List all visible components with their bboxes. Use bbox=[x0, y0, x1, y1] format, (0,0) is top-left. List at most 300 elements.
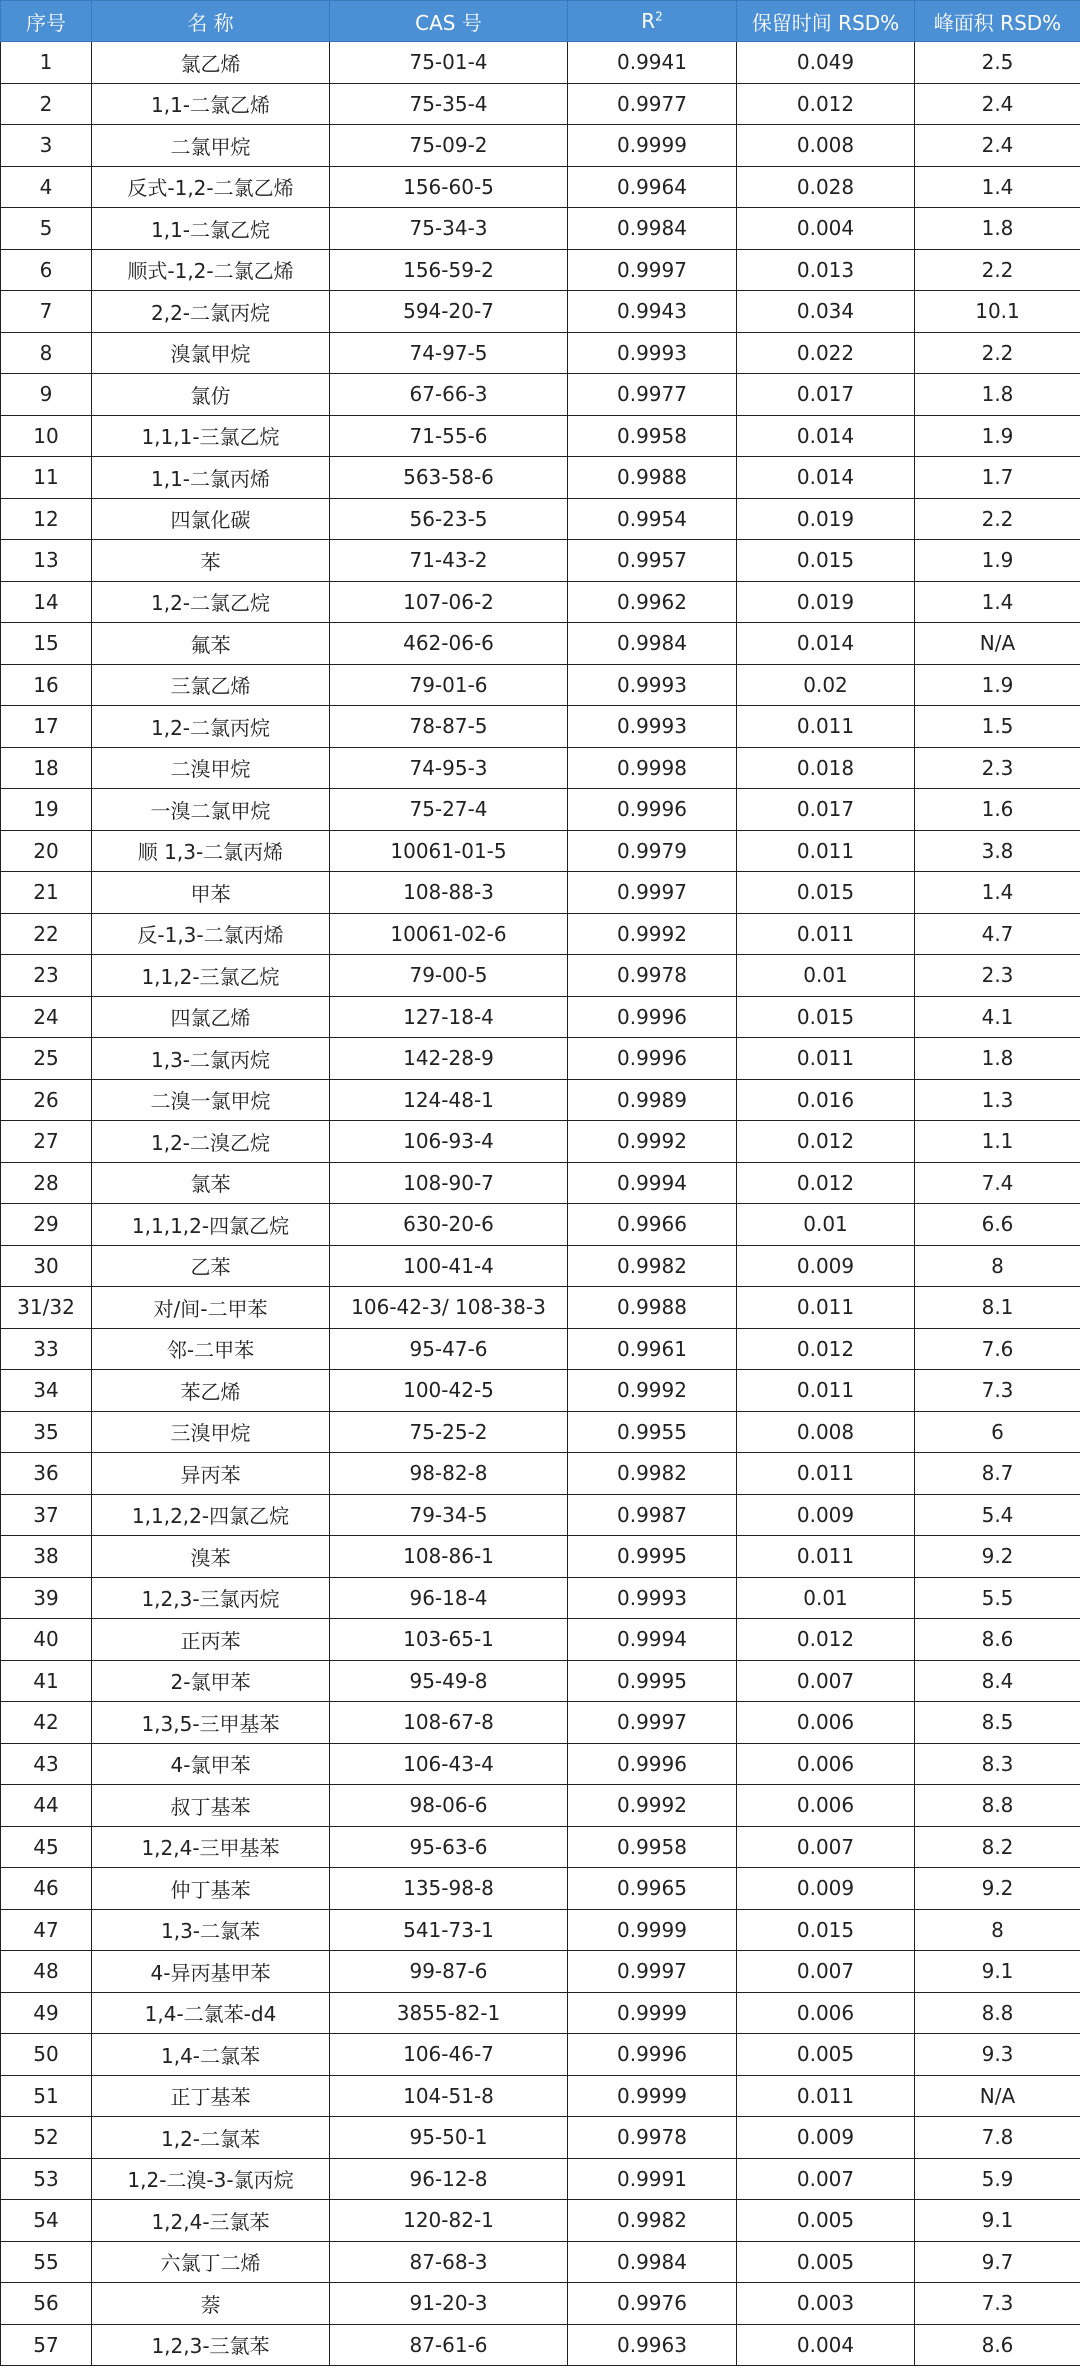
cell-r2: 0.9982 bbox=[568, 2200, 737, 2242]
cell-r2: 0.9999 bbox=[568, 1909, 737, 1951]
table-row bbox=[1, 166, 1080, 208]
table-row bbox=[1, 1204, 1080, 1246]
cell-cas: 100-42-5 bbox=[330, 1370, 568, 1412]
cell-area-rsd: 5.5 bbox=[915, 1577, 1080, 1619]
cell-index: 37 bbox=[1, 1494, 92, 1536]
cell-area-rsd: 7.3 bbox=[915, 1370, 1080, 1412]
cell-cas: 108-90-7 bbox=[330, 1162, 568, 1204]
cell-cas: 106-46-7 bbox=[330, 2034, 568, 2076]
table-row bbox=[1, 415, 1080, 457]
cell-r2: 0.9943 bbox=[568, 291, 737, 333]
cell-area-rsd: 8.6 bbox=[915, 2324, 1080, 2366]
cell-index: 43 bbox=[1, 1743, 92, 1785]
cell-name: 1,1-二氯乙烷 bbox=[92, 208, 330, 250]
cell-cas: 56-23-5 bbox=[330, 498, 568, 540]
cell-cas: 156-60-5 bbox=[330, 166, 568, 208]
cell-area-rsd: 9.2 bbox=[915, 1536, 1080, 1578]
cell-r2: 0.9993 bbox=[568, 1577, 737, 1619]
cell-name: 反式-1,2-二氯乙烯 bbox=[92, 166, 330, 208]
cell-rt-rsd: 0.005 bbox=[737, 2241, 915, 2283]
cell-index: 46 bbox=[1, 1868, 92, 1910]
table-row bbox=[1, 1287, 1080, 1329]
cell-r2: 0.9996 bbox=[568, 789, 737, 831]
cell-index: 18 bbox=[1, 747, 92, 789]
cell-area-rsd: 9.1 bbox=[915, 1951, 1080, 1993]
cell-name: 正丁基苯 bbox=[92, 2075, 330, 2117]
cell-r2: 0.9958 bbox=[568, 415, 737, 457]
cell-cas: 100-41-4 bbox=[330, 1245, 568, 1287]
cell-area-rsd: 8.2 bbox=[915, 1826, 1080, 1868]
cell-name: 二溴甲烷 bbox=[92, 747, 330, 789]
table-row bbox=[1, 913, 1080, 955]
cell-cas: 95-47-6 bbox=[330, 1328, 568, 1370]
cell-rt-rsd: 0.012 bbox=[737, 1619, 915, 1661]
cell-name: 氯仿 bbox=[92, 374, 330, 416]
cell-name: 一溴二氯甲烷 bbox=[92, 789, 330, 831]
cell-rt-rsd: 0.015 bbox=[737, 996, 915, 1038]
cell-index: 54 bbox=[1, 2200, 92, 2242]
cell-rt-rsd: 0.011 bbox=[737, 1453, 915, 1495]
table-row bbox=[1, 457, 1080, 499]
cell-name: 氯乙烯 bbox=[92, 42, 330, 84]
cell-rt-rsd: 0.015 bbox=[737, 540, 915, 582]
header-r2 bbox=[568, 1, 737, 42]
table-row bbox=[1, 1743, 1080, 1785]
table-row bbox=[1, 291, 1080, 333]
cell-rt-rsd: 0.019 bbox=[737, 581, 915, 623]
cell-name: 邻-二甲苯 bbox=[92, 1328, 330, 1370]
cell-name: 1,3,5-三甲基苯 bbox=[92, 1702, 330, 1744]
cell-name: 1,2-二溴-3-氯丙烷 bbox=[92, 2158, 330, 2200]
cell-index: 55 bbox=[1, 2241, 92, 2283]
cell-index: 30 bbox=[1, 1245, 92, 1287]
cell-index: 23 bbox=[1, 955, 92, 997]
cell-name: 反-1,3-二氯丙烯 bbox=[92, 913, 330, 955]
cell-cas: 78-87-5 bbox=[330, 706, 568, 748]
cell-index: 16 bbox=[1, 664, 92, 706]
cell-index: 6 bbox=[1, 249, 92, 291]
header-rt-rsd: 保留时间 RSD% bbox=[737, 1, 915, 42]
cell-area-rsd: 8.1 bbox=[915, 1287, 1080, 1329]
cell-r2: 0.9998 bbox=[568, 747, 737, 789]
cell-name: 二氯甲烷 bbox=[92, 125, 330, 167]
cell-r2: 0.9955 bbox=[568, 1411, 737, 1453]
cell-name: 氟苯 bbox=[92, 623, 330, 665]
cell-rt-rsd: 0.049 bbox=[737, 42, 915, 84]
table-row bbox=[1, 747, 1080, 789]
cell-cas: 95-50-1 bbox=[330, 2117, 568, 2159]
table-row bbox=[1, 1992, 1080, 2034]
cell-rt-rsd: 0.009 bbox=[737, 1494, 915, 1536]
cell-r2: 0.9957 bbox=[568, 540, 737, 582]
cell-name: 4-氯甲苯 bbox=[92, 1743, 330, 1785]
cell-area-rsd: 8.7 bbox=[915, 1453, 1080, 1495]
cell-rt-rsd: 0.012 bbox=[737, 1328, 915, 1370]
table-row bbox=[1, 996, 1080, 1038]
cell-area-rsd: 4.7 bbox=[915, 913, 1080, 955]
cell-rt-rsd: 0.028 bbox=[737, 166, 915, 208]
cell-area-rsd: 3.8 bbox=[915, 830, 1080, 872]
cell-rt-rsd: 0.012 bbox=[737, 1162, 915, 1204]
cell-index: 2 bbox=[1, 83, 92, 125]
cell-r2: 0.9994 bbox=[568, 1162, 737, 1204]
cell-r2: 0.9979 bbox=[568, 830, 737, 872]
table-row bbox=[1, 789, 1080, 831]
cell-rt-rsd: 0.004 bbox=[737, 208, 915, 250]
cell-area-rsd: 8.6 bbox=[915, 1619, 1080, 1661]
cell-rt-rsd: 0.013 bbox=[737, 249, 915, 291]
cell-index: 26 bbox=[1, 1079, 92, 1121]
cell-area-rsd: 1.5 bbox=[915, 706, 1080, 748]
cell-area-rsd: 1.6 bbox=[915, 789, 1080, 831]
cell-rt-rsd: 0.008 bbox=[737, 1411, 915, 1453]
cell-r2: 0.9999 bbox=[568, 125, 737, 167]
cell-area-rsd: 1.4 bbox=[915, 872, 1080, 914]
cell-rt-rsd: 0.011 bbox=[737, 830, 915, 872]
cell-area-rsd: 6.6 bbox=[915, 1204, 1080, 1246]
table-row bbox=[1, 249, 1080, 291]
cell-cas: 3855-82-1 bbox=[330, 1992, 568, 2034]
cell-index: 50 bbox=[1, 2034, 92, 2076]
cell-r2: 0.9997 bbox=[568, 872, 737, 914]
cell-index: 39 bbox=[1, 1577, 92, 1619]
table-row bbox=[1, 208, 1080, 250]
header-r2-base: R bbox=[641, 9, 656, 33]
table-row bbox=[1, 374, 1080, 416]
cell-area-rsd: 6 bbox=[915, 1411, 1080, 1453]
cell-cas: 124-48-1 bbox=[330, 1079, 568, 1121]
cell-name: 萘 bbox=[92, 2283, 330, 2325]
cell-r2: 0.9995 bbox=[568, 1536, 737, 1578]
cell-r2: 0.9996 bbox=[568, 996, 737, 1038]
cell-area-rsd: 9.3 bbox=[915, 2034, 1080, 2076]
header-index: 序号 bbox=[1, 1, 92, 42]
cell-r2: 0.9993 bbox=[568, 706, 737, 748]
cell-index: 10 bbox=[1, 415, 92, 457]
cell-area-rsd: 1.8 bbox=[915, 208, 1080, 250]
cell-rt-rsd: 0.018 bbox=[737, 747, 915, 789]
cell-area-rsd: 8.5 bbox=[915, 1702, 1080, 1744]
cell-r2: 0.9994 bbox=[568, 1619, 737, 1661]
cell-r2: 0.9989 bbox=[568, 1079, 737, 1121]
cell-index: 35 bbox=[1, 1411, 92, 1453]
table-row bbox=[1, 581, 1080, 623]
cell-r2: 0.9999 bbox=[568, 1992, 737, 2034]
cell-r2: 0.9963 bbox=[568, 2324, 737, 2366]
table-row bbox=[1, 540, 1080, 582]
cell-rt-rsd: 0.014 bbox=[737, 415, 915, 457]
table-row bbox=[1, 872, 1080, 914]
cell-name: 1,1,1,2-四氯乙烷 bbox=[92, 1204, 330, 1246]
cell-area-rsd: 7.4 bbox=[915, 1162, 1080, 1204]
cell-area-rsd: 1.7 bbox=[915, 457, 1080, 499]
cell-cas: 87-61-6 bbox=[330, 2324, 568, 2366]
cell-area-rsd: N/A bbox=[915, 623, 1080, 665]
cell-cas: 103-65-1 bbox=[330, 1619, 568, 1661]
table-row bbox=[1, 830, 1080, 872]
cell-area-rsd: 2.2 bbox=[915, 332, 1080, 374]
cell-r2: 0.9991 bbox=[568, 2158, 737, 2200]
cell-index: 7 bbox=[1, 291, 92, 333]
cell-index: 1 bbox=[1, 42, 92, 84]
cell-rt-rsd: 0.01 bbox=[737, 1577, 915, 1619]
cell-index: 3 bbox=[1, 125, 92, 167]
cell-rt-rsd: 0.005 bbox=[737, 2200, 915, 2242]
cell-name: 叔丁基苯 bbox=[92, 1785, 330, 1827]
cell-cas: 96-12-8 bbox=[330, 2158, 568, 2200]
cell-index: 34 bbox=[1, 1370, 92, 1412]
cell-r2: 0.9988 bbox=[568, 457, 737, 499]
table-row bbox=[1, 1494, 1080, 1536]
cell-area-rsd: 2.4 bbox=[915, 83, 1080, 125]
cell-cas: 104-51-8 bbox=[330, 2075, 568, 2117]
cell-name: 三溴甲烷 bbox=[92, 1411, 330, 1453]
cell-rt-rsd: 0.007 bbox=[737, 1660, 915, 1702]
cell-name: 1,1,1-三氯乙烷 bbox=[92, 415, 330, 457]
cell-name: 苯乙烯 bbox=[92, 1370, 330, 1412]
cell-cas: 79-00-5 bbox=[330, 955, 568, 997]
cell-index: 21 bbox=[1, 872, 92, 914]
table-row bbox=[1, 42, 1080, 84]
cell-cas: 75-09-2 bbox=[330, 125, 568, 167]
cell-area-rsd: 1.9 bbox=[915, 540, 1080, 582]
table-row bbox=[1, 1909, 1080, 1951]
cell-name: 三氯乙烯 bbox=[92, 664, 330, 706]
cell-area-rsd: 8 bbox=[915, 1245, 1080, 1287]
table-row bbox=[1, 1577, 1080, 1619]
cell-area-rsd: 1.3 bbox=[915, 1079, 1080, 1121]
cell-cas: 71-43-2 bbox=[330, 540, 568, 582]
cell-rt-rsd: 0.011 bbox=[737, 1536, 915, 1578]
table-row bbox=[1, 1328, 1080, 1370]
cell-cas: 106-93-4 bbox=[330, 1121, 568, 1163]
cell-name: 4-异丙基甲苯 bbox=[92, 1951, 330, 1993]
table-row bbox=[1, 2241, 1080, 2283]
cell-cas: 108-67-8 bbox=[330, 1702, 568, 1744]
cell-cas: 75-34-3 bbox=[330, 208, 568, 250]
cell-r2: 0.9993 bbox=[568, 664, 737, 706]
cell-area-rsd: 7.6 bbox=[915, 1328, 1080, 1370]
table-row bbox=[1, 1951, 1080, 1993]
table-row bbox=[1, 1453, 1080, 1495]
cell-r2: 0.9976 bbox=[568, 2283, 737, 2325]
header-row bbox=[1, 1, 1080, 42]
cell-rt-rsd: 0.015 bbox=[737, 1909, 915, 1951]
cell-index: 15 bbox=[1, 623, 92, 665]
cell-rt-rsd: 0.007 bbox=[737, 2158, 915, 2200]
cell-name: 乙苯 bbox=[92, 1245, 330, 1287]
table-row bbox=[1, 1038, 1080, 1080]
cell-index: 40 bbox=[1, 1619, 92, 1661]
cell-cas: 79-34-5 bbox=[330, 1494, 568, 1536]
cell-area-rsd: 2.4 bbox=[915, 125, 1080, 167]
cell-index: 28 bbox=[1, 1162, 92, 1204]
cell-name: 1,1-二氯丙烯 bbox=[92, 457, 330, 499]
cell-name: 氯苯 bbox=[92, 1162, 330, 1204]
cell-rt-rsd: 0.012 bbox=[737, 83, 915, 125]
table-row bbox=[1, 1536, 1080, 1578]
cell-area-rsd: 2.2 bbox=[915, 249, 1080, 291]
cell-rt-rsd: 0.011 bbox=[737, 706, 915, 748]
cell-name: 1,1-二氯乙烯 bbox=[92, 83, 330, 125]
cell-cas: 95-49-8 bbox=[330, 1660, 568, 1702]
cell-r2: 0.9954 bbox=[568, 498, 737, 540]
cell-cas: 108-88-3 bbox=[330, 872, 568, 914]
table-row bbox=[1, 2117, 1080, 2159]
cell-area-rsd: 4.1 bbox=[915, 996, 1080, 1038]
table-row bbox=[1, 1619, 1080, 1661]
cell-name: 顺 1,3-二氯丙烯 bbox=[92, 830, 330, 872]
cell-index: 41 bbox=[1, 1660, 92, 1702]
cell-index: 48 bbox=[1, 1951, 92, 1993]
cell-cas: 71-55-6 bbox=[330, 415, 568, 457]
cell-cas: 75-35-4 bbox=[330, 83, 568, 125]
cell-area-rsd: 1.9 bbox=[915, 415, 1080, 457]
cell-r2: 0.9982 bbox=[568, 1453, 737, 1495]
cell-area-rsd: 5.9 bbox=[915, 2158, 1080, 2200]
cell-index: 22 bbox=[1, 913, 92, 955]
cell-rt-rsd: 0.015 bbox=[737, 872, 915, 914]
cell-name: 2,2-二氯丙烷 bbox=[92, 291, 330, 333]
cell-rt-rsd: 0.017 bbox=[737, 789, 915, 831]
cell-area-rsd: 2.3 bbox=[915, 955, 1080, 997]
cell-name: 四氯乙烯 bbox=[92, 996, 330, 1038]
table-row bbox=[1, 1121, 1080, 1163]
cell-rt-rsd: 0.011 bbox=[737, 1038, 915, 1080]
cell-r2: 0.9988 bbox=[568, 1287, 737, 1329]
cell-index: 45 bbox=[1, 1826, 92, 1868]
cell-rt-rsd: 0.007 bbox=[737, 1826, 915, 1868]
cell-index: 52 bbox=[1, 2117, 92, 2159]
cell-name: 苯 bbox=[92, 540, 330, 582]
table-row bbox=[1, 2324, 1080, 2366]
cell-rt-rsd: 0.022 bbox=[737, 332, 915, 374]
cell-rt-rsd: 0.016 bbox=[737, 1079, 915, 1121]
cell-cas: 75-01-4 bbox=[330, 42, 568, 84]
cell-cas: 67-66-3 bbox=[330, 374, 568, 416]
cell-index: 47 bbox=[1, 1909, 92, 1951]
cell-name: 1,1,2-三氯乙烷 bbox=[92, 955, 330, 997]
header-area-rsd: 峰面积 RSD% bbox=[915, 1, 1080, 42]
cell-index: 49 bbox=[1, 1992, 92, 2034]
table-row bbox=[1, 83, 1080, 125]
cell-rt-rsd: 0.006 bbox=[737, 1992, 915, 2034]
cell-rt-rsd: 0.009 bbox=[737, 2117, 915, 2159]
cell-name: 1,2,4-三氯苯 bbox=[92, 2200, 330, 2242]
cell-rt-rsd: 0.014 bbox=[737, 457, 915, 499]
cell-cas: 95-63-6 bbox=[330, 1826, 568, 1868]
cell-name: 1,2-二溴乙烷 bbox=[92, 1121, 330, 1163]
cell-name: 1,4-二氯苯 bbox=[92, 2034, 330, 2076]
cell-r2: 0.9996 bbox=[568, 1038, 737, 1080]
cell-name: 1,4-二氯苯-d4 bbox=[92, 1992, 330, 2034]
cell-rt-rsd: 0.01 bbox=[737, 1204, 915, 1246]
table-row bbox=[1, 1868, 1080, 1910]
cell-area-rsd: 8.8 bbox=[915, 1992, 1080, 2034]
table-row bbox=[1, 1079, 1080, 1121]
cell-index: 25 bbox=[1, 1038, 92, 1080]
header-name: 名 称 bbox=[92, 1, 330, 42]
cell-rt-rsd: 0.011 bbox=[737, 1287, 915, 1329]
cell-index: 17 bbox=[1, 706, 92, 748]
cell-index: 27 bbox=[1, 1121, 92, 1163]
cell-r2: 0.9984 bbox=[568, 623, 737, 665]
cell-area-rsd: 8.4 bbox=[915, 1660, 1080, 1702]
cell-rt-rsd: 0.017 bbox=[737, 374, 915, 416]
cell-index: 9 bbox=[1, 374, 92, 416]
cell-area-rsd: 1.4 bbox=[915, 581, 1080, 623]
cell-index: 11 bbox=[1, 457, 92, 499]
cell-r2: 0.9996 bbox=[568, 2034, 737, 2076]
cell-index: 42 bbox=[1, 1702, 92, 1744]
cell-cas: 75-25-2 bbox=[330, 1411, 568, 1453]
table-row bbox=[1, 498, 1080, 540]
cell-name: 溴苯 bbox=[92, 1536, 330, 1578]
table-row bbox=[1, 1826, 1080, 1868]
cell-r2: 0.9978 bbox=[568, 955, 737, 997]
cell-rt-rsd: 0.004 bbox=[737, 2324, 915, 2366]
cell-area-rsd: 8.8 bbox=[915, 1785, 1080, 1827]
cell-rt-rsd: 0.014 bbox=[737, 623, 915, 665]
cell-index: 29 bbox=[1, 1204, 92, 1246]
header-cas: CAS 号 bbox=[330, 1, 568, 42]
cell-cas: 98-06-6 bbox=[330, 1785, 568, 1827]
cell-cas: 79-01-6 bbox=[330, 664, 568, 706]
cell-cas: 99-87-6 bbox=[330, 1951, 568, 1993]
cell-name: 1,2-二氯乙烷 bbox=[92, 581, 330, 623]
cell-r2: 0.9997 bbox=[568, 249, 737, 291]
cell-area-rsd: 10.1 bbox=[915, 291, 1080, 333]
cell-r2: 0.9978 bbox=[568, 2117, 737, 2159]
cell-index: 19 bbox=[1, 789, 92, 831]
cell-name: 2-氯甲苯 bbox=[92, 1660, 330, 1702]
cell-name: 1,2,3-三氯苯 bbox=[92, 2324, 330, 2366]
table-row bbox=[1, 623, 1080, 665]
table-row bbox=[1, 1162, 1080, 1204]
cell-name: 1,3-二氯苯 bbox=[92, 1909, 330, 1951]
cell-index: 44 bbox=[1, 1785, 92, 1827]
cell-index: 24 bbox=[1, 996, 92, 1038]
cell-name: 四氯化碳 bbox=[92, 498, 330, 540]
cell-rt-rsd: 0.006 bbox=[737, 1785, 915, 1827]
cell-cas: 10061-01-5 bbox=[330, 830, 568, 872]
cell-name: 甲苯 bbox=[92, 872, 330, 914]
cell-cas: 563-58-6 bbox=[330, 457, 568, 499]
cell-area-rsd: 2.2 bbox=[915, 498, 1080, 540]
header-r2-sup: 2 bbox=[655, 9, 663, 24]
cell-r2: 0.9966 bbox=[568, 1204, 737, 1246]
table-row bbox=[1, 1660, 1080, 1702]
cell-rt-rsd: 0.005 bbox=[737, 2034, 915, 2076]
cell-cas: 87-68-3 bbox=[330, 2241, 568, 2283]
cell-rt-rsd: 0.012 bbox=[737, 1121, 915, 1163]
cell-r2: 0.9984 bbox=[568, 208, 737, 250]
cell-cas: 135-98-8 bbox=[330, 1868, 568, 1910]
cell-rt-rsd: 0.011 bbox=[737, 2075, 915, 2117]
cell-rt-rsd: 0.006 bbox=[737, 1743, 915, 1785]
cell-area-rsd: 1.8 bbox=[915, 374, 1080, 416]
cell-r2: 0.9997 bbox=[568, 1702, 737, 1744]
cell-area-rsd: 1.9 bbox=[915, 664, 1080, 706]
table-header bbox=[1, 1, 1080, 42]
cell-rt-rsd: 0.009 bbox=[737, 1245, 915, 1287]
cell-r2: 0.9977 bbox=[568, 374, 737, 416]
cell-cas: 541-73-1 bbox=[330, 1909, 568, 1951]
cell-r2: 0.9962 bbox=[568, 581, 737, 623]
cell-name: 溴氯甲烷 bbox=[92, 332, 330, 374]
cell-area-rsd: N/A bbox=[915, 2075, 1080, 2117]
cell-r2: 0.9995 bbox=[568, 1660, 737, 1702]
